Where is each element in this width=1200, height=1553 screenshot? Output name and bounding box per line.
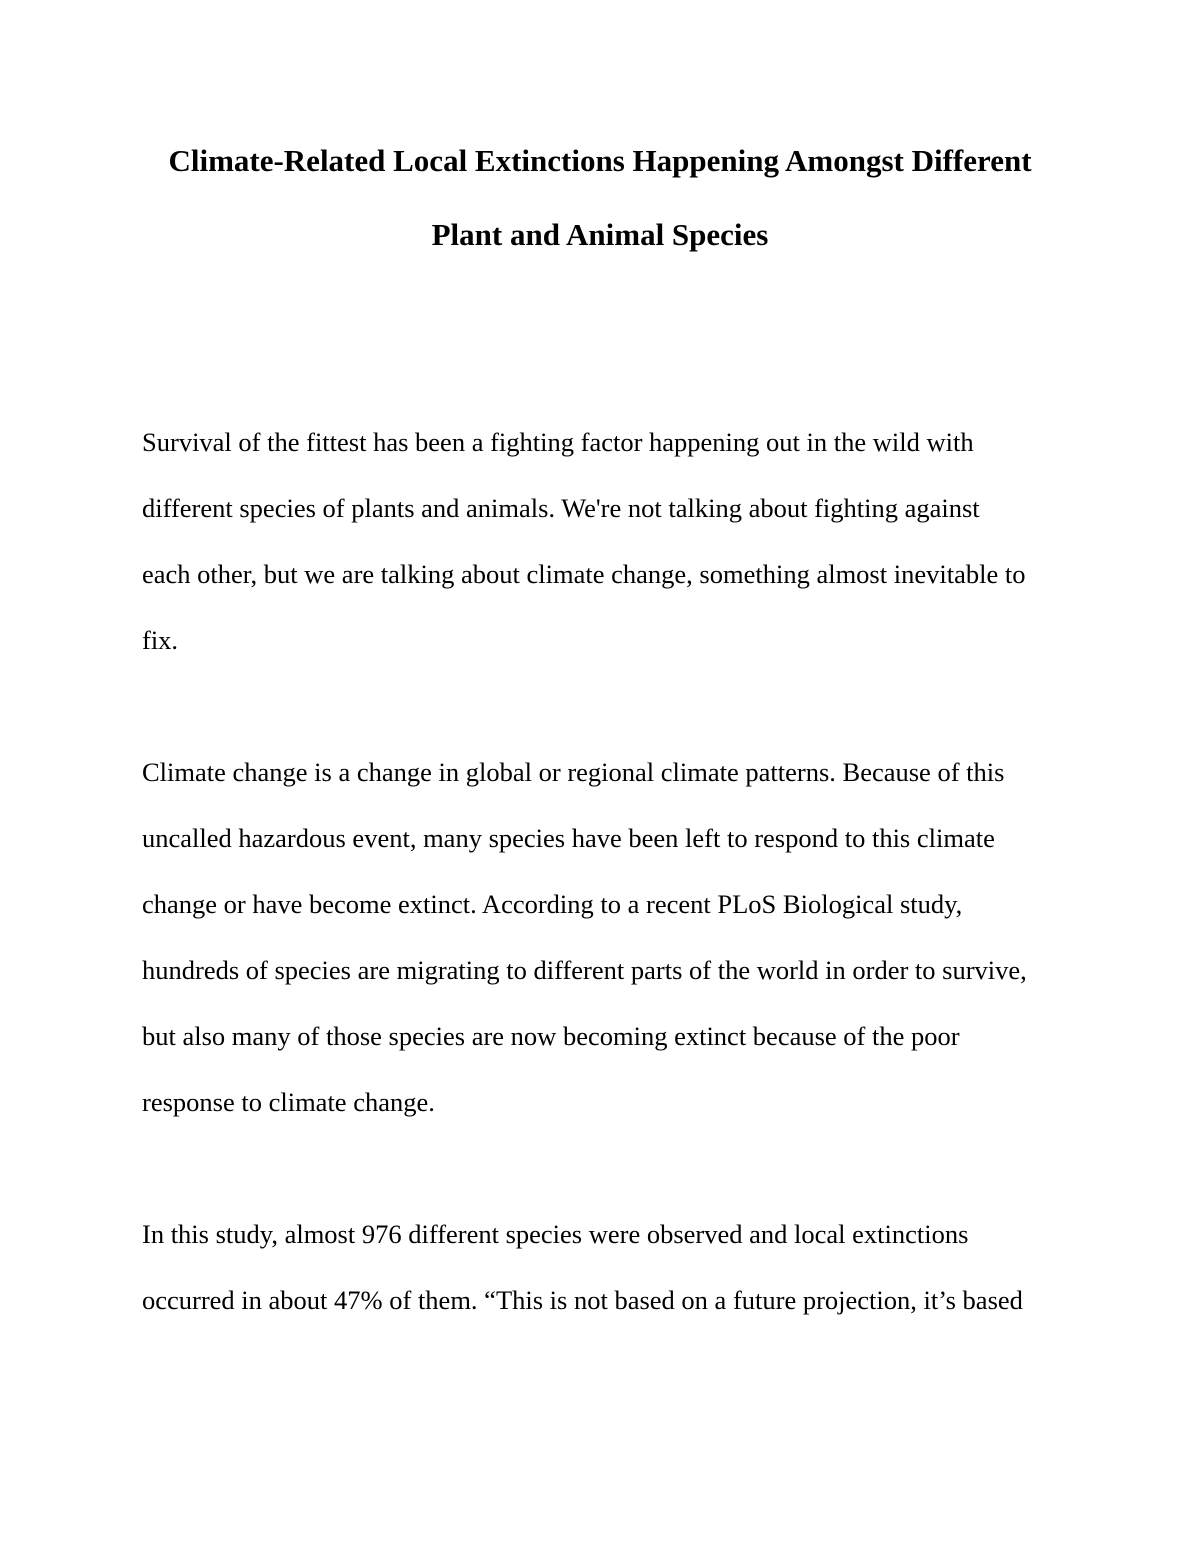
document-title-line-1: Climate-Related Local Extinctions Happening Amongst Different: [168, 143, 1032, 178]
paragraph-2-line-5: but also many of those species are now becoming extinct because of the poor: [142, 1021, 960, 1051]
paragraph-2-line-4: hundreds of species are migrating to different parts of the world in order to survive,: [142, 955, 1027, 985]
paragraph-1-line-2: different species of plants and animals. We're not talking about fighting against: [142, 493, 980, 523]
paragraph-2-line-1: Climate change is a change in global or regional climate patterns. Because of this: [142, 757, 1005, 787]
paragraph-1-line-1: Survival of the fittest has been a fighting factor happening out in the wild with: [142, 427, 974, 457]
paragraph-2-line-3: change or have become extinct. According to a recent PLoS Biological study,: [142, 889, 963, 919]
document-title-line-2: Plant and Animal Species: [431, 217, 769, 252]
paragraph-3-line-2: occurred in about 47% of them. “This is not based on a future projection, it’s based: [142, 1285, 1023, 1315]
paragraph-2-line-6: response to climate change.: [142, 1087, 435, 1117]
paragraph-1-line-4: fix.: [142, 625, 179, 655]
paragraph-2-line-2: uncalled hazardous event, many species have been left to respond to this climate: [142, 823, 995, 853]
paragraph-3-line-1: In this study, almost 976 different species were observed and local extinctions: [142, 1219, 969, 1249]
paragraph-1-line-3: each other, but we are talking about climate change, something almost inevitable to: [142, 559, 1026, 589]
